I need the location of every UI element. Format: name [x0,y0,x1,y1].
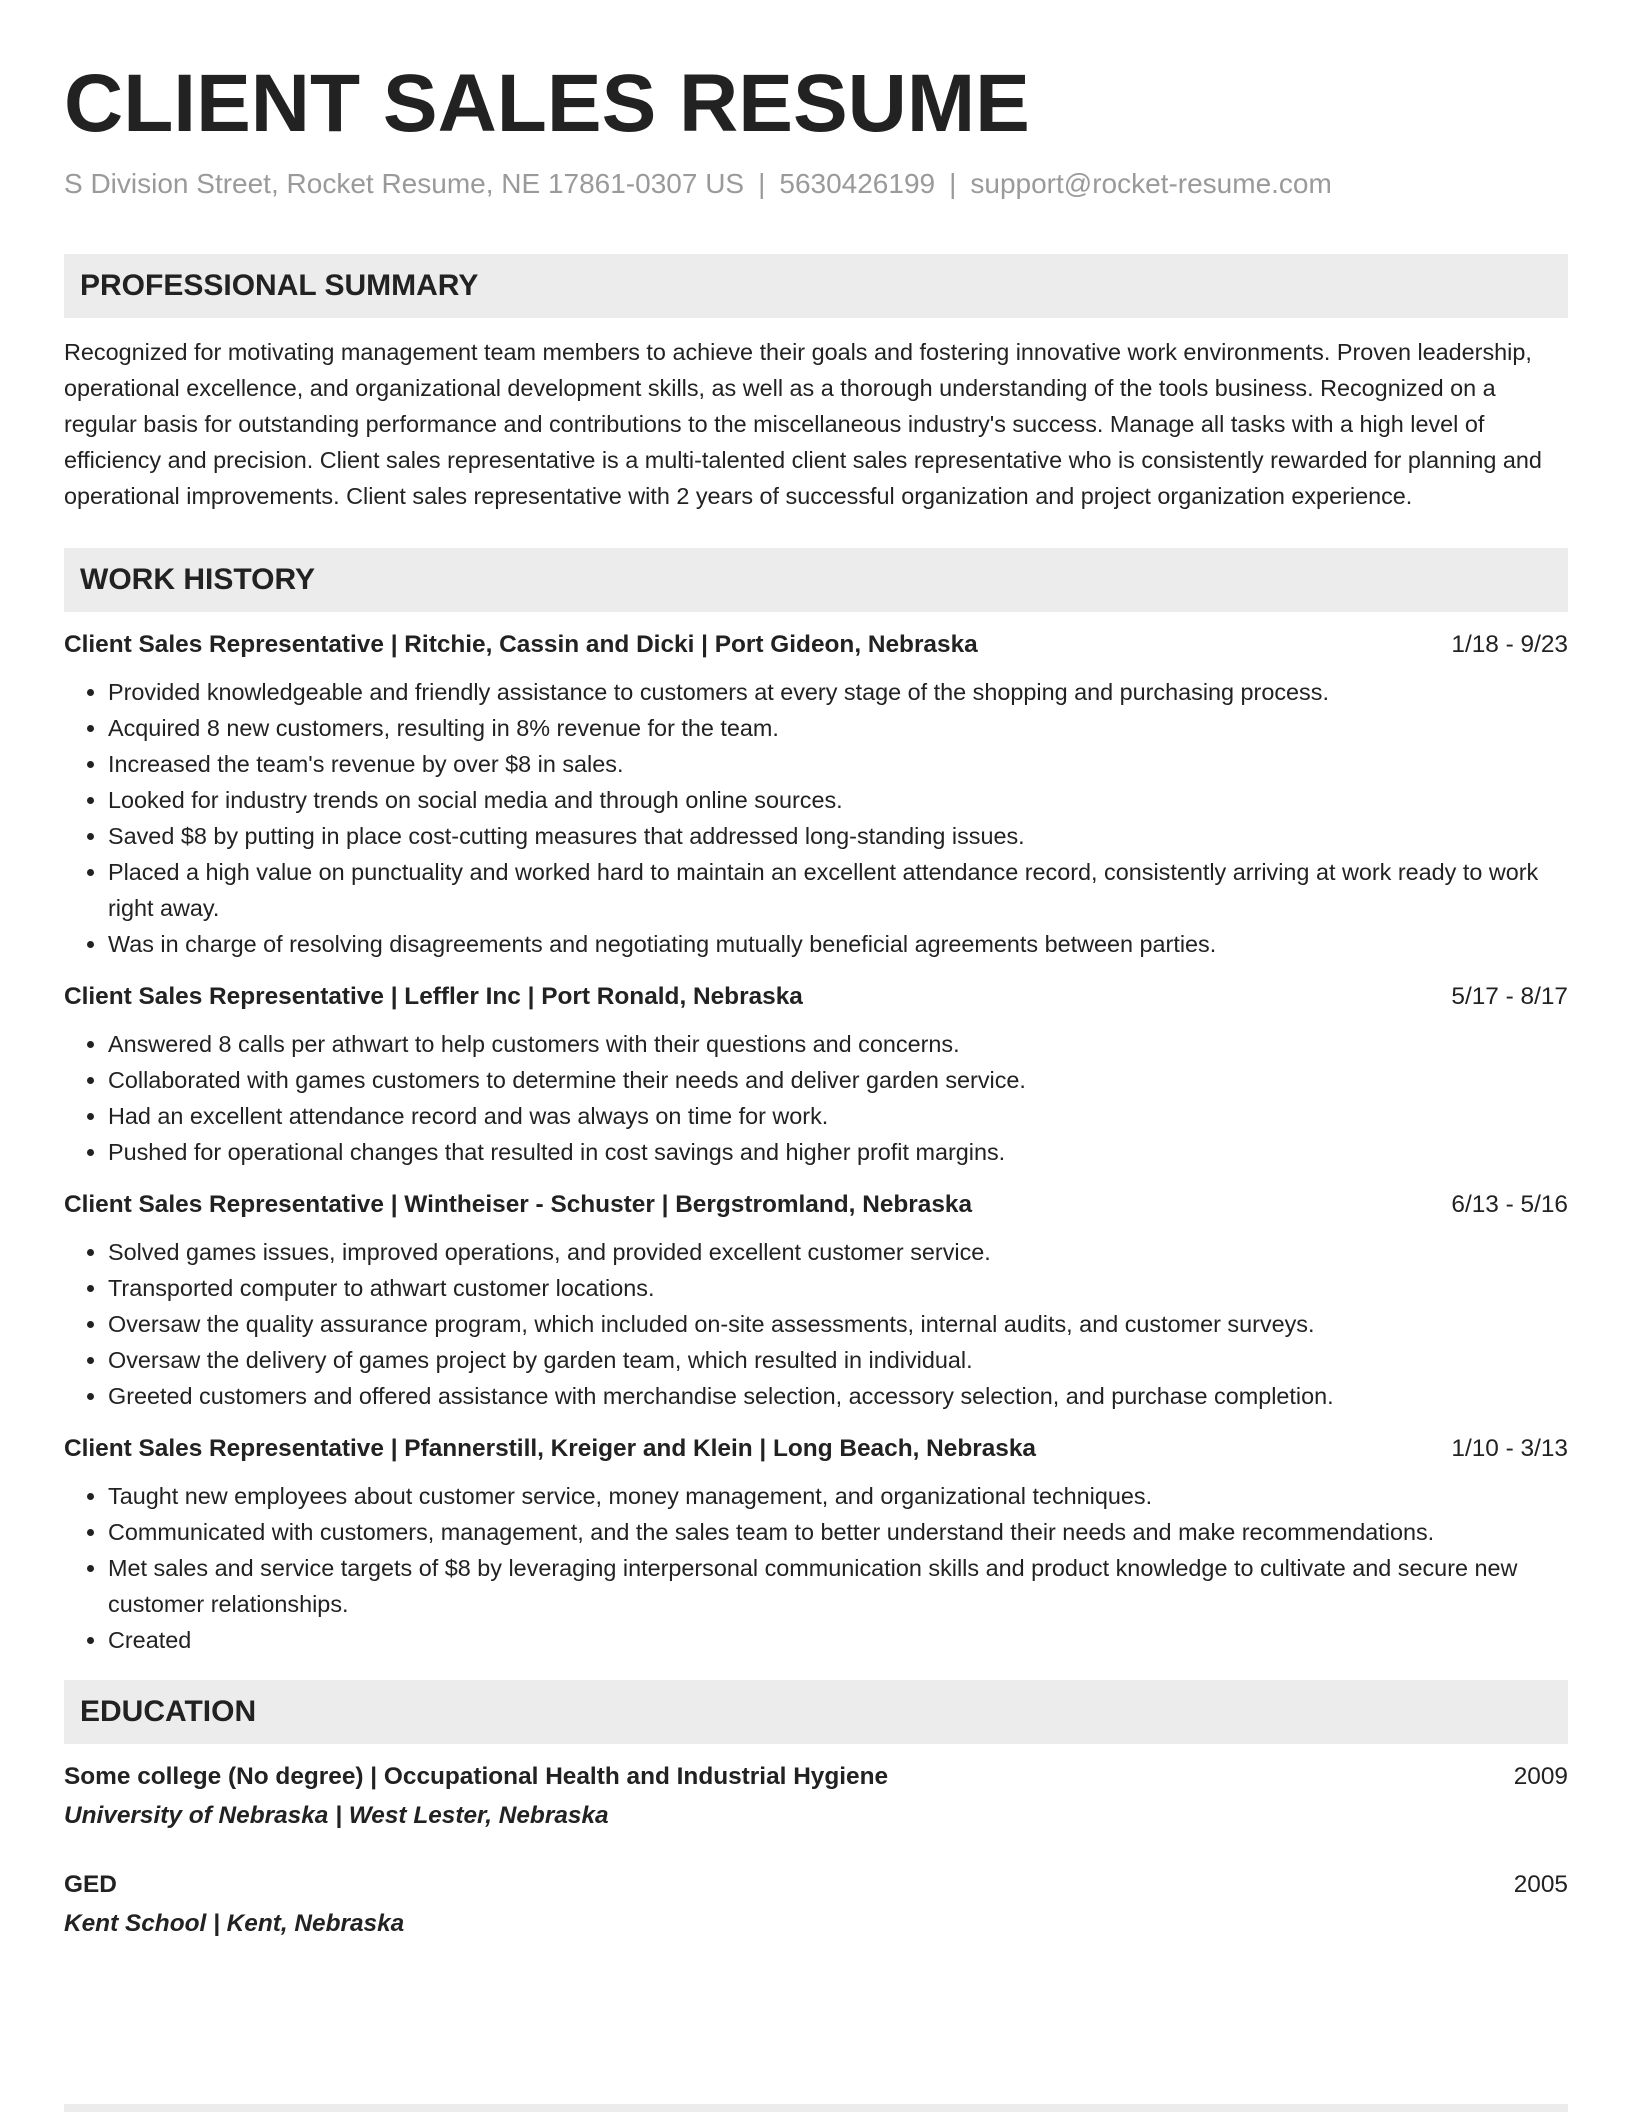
job-entry [64,628,1568,962]
bullet-item: • Saved $8 by putting in place cost-cutting measures that addressed long-standing issues. [108,818,1568,854]
bullet-item: • Met sales and service targets of $8 by leveraging interpersonal communication skills and product knowledge to cultivate and secure new customer relationships. [108,1550,1568,1622]
bullet-item: • Oversaw the quality assurance program, which included on-site assessments, internal audits, and customer surveys. [108,1306,1568,1342]
education-year: 2009 [1513,1763,1568,1790]
bullet-item: • Collaborated with games customers to determine their needs and deliver garden service. [108,1062,1568,1098]
bullet-item: • Created [108,1622,1568,1658]
bullet-item: • Communicated with customers, management, and the sales team to better understand their needs and make recommendations. [108,1514,1568,1550]
job-dates: 5/17 - 8/17 [1451,983,1568,1010]
education-header [64,1868,1568,1902]
job-header [64,628,1568,662]
bullet-item: • Oversaw the delivery of games project by garden team, which resulted in individual. [108,1342,1568,1378]
bullet-item: • Increased the team's revenue by over $8 in sales. [108,746,1568,782]
bullet-item: • Had an excellent attendance record and was always on time for work. [108,1098,1568,1134]
job-header [64,1188,1568,1222]
education-school: Kent School | Kent, Nebraska [64,1910,405,1937]
education-year: 2005 [1513,1871,1568,1898]
bullet-item: • Was in charge of resolving disagreements and negotiating mutually beneficial agreements between parties. [108,926,1568,962]
job-dates: 6/13 - 5/16 [1451,1191,1568,1218]
section-header-work-history: WORK HISTORY [64,548,1568,612]
resume-page [64,0,1568,1942]
job-entry [64,1432,1568,1658]
education-entry [64,1868,1568,1942]
education-entry [64,1760,1568,1834]
contact-address: S Division Street, Rocket Resume, NE 17861-0307 US [64,168,745,199]
job-dates: 1/10 - 3/13 [1451,1435,1568,1462]
job-bullets [64,1234,1568,1414]
bullet-item: • Provided knowledgeable and friendly assistance to customers at every stage of the shopping and purchasing process. [108,674,1568,710]
contact-email: support@rocket-resume.com [970,168,1332,199]
job-bullets [64,674,1568,962]
job-entry [64,980,1568,1170]
bullet-item: • Transported computer to athwart customer locations. [108,1270,1568,1306]
section-header-education: EDUCATION [64,1680,1568,1744]
section-header-summary: PROFESSIONAL SUMMARY [64,254,1568,318]
job-title: Client Sales Representative | Pfannerstill, Kreiger and Klein | Long Beach, Nebraska [64,1435,1036,1462]
education-degree: GED [64,1871,117,1898]
job-title: Client Sales Representative | Wintheiser - Schuster | Bergstromland, Nebraska [64,1191,973,1218]
job-entry [64,1188,1568,1414]
bullet-item: • Looked for industry trends on social media and through online sources. [108,782,1568,818]
bullet-item: • Pushed for operational changes that resulted in cost savings and higher profit margins. [108,1134,1568,1170]
education-header [64,1760,1568,1794]
bullet-item: • Greeted customers and offered assistance with merchandise selection, accessory selection, and purchase completion. [108,1378,1568,1414]
education-school: University of Nebraska | West Lester, Nebraska [64,1802,609,1829]
job-bullets [64,1478,1568,1658]
job-header [64,980,1568,1014]
job-bullets [64,1026,1568,1170]
bullet-item: • Solved games issues, improved operations, and provided excellent customer service. [108,1234,1568,1270]
bullet-item: • Placed a high value on punctuality and worked hard to maintain an excellent attendance record, consistently arriving at work ready to work right away. [108,854,1568,926]
bottom-divider [64,2104,1568,2112]
contact-separator: | [949,168,957,199]
job-header [64,1432,1568,1466]
job-title: Client Sales Representative | Leffler Inc | Port Ronald, Nebraska [64,983,803,1010]
bullet-item: • Taught new employees about customer service, money management, and organizational techniques. [108,1478,1568,1514]
education-degree: Some college (No degree) | Occupational Health and Industrial Hygiene [64,1763,889,1790]
bullet-item: • Acquired 8 new customers, resulting in 8% revenue for the team. [108,710,1568,746]
job-dates: 1/18 - 9/23 [1451,631,1568,658]
contact-line [64,166,1568,202]
contact-separator: | [758,168,766,199]
summary-text: Recognized for motivating management team members to achieve their goals and fostering innovative work environments. Proven leadership, operational excellence, and organizational development skills, as well as a thorough understanding of the tools business. Recognized on a regular basis for outstanding performance and contributions to the miscellaneous industry's success. Manage all tasks with a high level of efficiency and precision. Client sales representative is a multi-talented client sales representative who is consistently rewarded for planning and operational improvements. Client sales representative with 2 years of successful organization and project organization experience. [64,339,1542,509]
contact-phone: 5630426199 [779,168,936,199]
resume-title: CLIENT SALES RESUME [64,58,1030,149]
bullet-item: • Answered 8 calls per athwart to help customers with their questions and concerns. [108,1026,1568,1062]
job-title: Client Sales Representative | Ritchie, Cassin and Dicki | Port Gideon, Nebraska [64,631,978,658]
